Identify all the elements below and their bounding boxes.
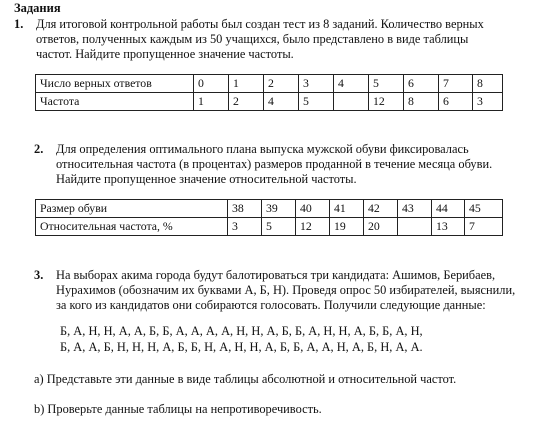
task-1-line: Для итоговой контрольной работы был создан тест из 8 заданий. Количество верных	[36, 17, 484, 31]
table-cell: 8	[404, 93, 439, 111]
table-row-label: Число верных ответов	[36, 75, 194, 93]
table-cell: 4	[264, 93, 299, 111]
task-1-number: 1.	[14, 17, 24, 31]
table-row-label: Относительная частота, %	[36, 218, 228, 236]
survey-data-line: Б, А, Н, Н, А, А, Б, Б, А, А, А, А, Н, Н, А, Б, Б, А, Н, Н, А, Б, Б, А, Н,	[60, 324, 423, 338]
table-cell: 2	[229, 93, 264, 111]
table-cell: 8	[473, 75, 503, 93]
task-2-line: Для определения оптимального плана выпуска мужской обуви фиксировалась	[56, 142, 469, 156]
table-row	[36, 218, 503, 236]
task-2-number: 2.	[34, 142, 44, 156]
task-3-part-b: b) Проверьте данные таблицы на непротиворечивость.	[34, 402, 322, 416]
table-cell: 38	[228, 200, 262, 218]
table-cell: 3	[299, 75, 334, 93]
table-row	[36, 200, 503, 218]
table-cell: 45	[465, 200, 503, 218]
task-1-line: ответов, полученных каждым из 50 учащихся, было представлено в виде таблицы	[36, 32, 469, 46]
table-cell: 6	[404, 75, 439, 93]
table-cell: 4	[334, 75, 369, 93]
table-cell: 13	[432, 218, 465, 236]
table-row-label: Частота	[36, 93, 194, 111]
table-cell: 12	[296, 218, 330, 236]
task-2	[34, 142, 534, 192]
task-3-line: Нурахимов (обозначим их буквами А, Б, Н). Проведя опрос 50 избирателей, выяснили,	[56, 283, 516, 297]
task-2-text	[56, 142, 492, 187]
task-3-part-a: а) Представьте эти данные в виде таблицы абсолютной и относительной частот.	[34, 372, 457, 386]
task-3	[34, 268, 534, 318]
table-cell: 0	[194, 75, 229, 93]
table-row-label: Размер обуви	[36, 200, 228, 218]
table-cell: 7	[465, 218, 503, 236]
task-2-relative-frequency-table	[35, 199, 503, 236]
table-cell: 1	[194, 93, 229, 111]
table-cell: 5	[262, 218, 296, 236]
task-1-line: частот. Найдите пропущенное значение частоты.	[36, 47, 294, 61]
task-3-line: На выборах акима города будут балотироваться три кандидата: Ашимов, Берибаев,	[56, 268, 496, 282]
table-cell: 6	[439, 93, 473, 111]
task-1	[14, 17, 534, 67]
task-3-line: за кого из кандидатов они собираются голосовать. Получили следующие данные:	[56, 298, 486, 312]
task-2-line: относительная частота (в процентах) размеров проданной в течение месяца обуви.	[56, 157, 493, 171]
table-cell: 20	[364, 218, 398, 236]
table-cell: 19	[330, 218, 364, 236]
survey-data-line: Б, А, А, Б, Н, Н, Н, А, Б, Б, Н, А, Н, Н, А, Б, Б, А, А, Н, А, Б, Н, А, А.	[60, 340, 423, 354]
table-cell: 43	[398, 200, 432, 218]
task-3-number: 3.	[34, 268, 44, 282]
assignments-heading: Задания	[14, 1, 61, 15]
table-cell: 39	[262, 200, 296, 218]
table-cell: 1	[229, 75, 264, 93]
table-cell-missing	[334, 93, 369, 111]
table-cell: 12	[369, 93, 404, 111]
table-cell-missing	[398, 218, 432, 236]
task-1-frequency-table	[35, 74, 503, 111]
task-3-text	[56, 268, 515, 313]
table-cell: 3	[228, 218, 262, 236]
task-2-line: Найдите пропущенное значение относительной частоты.	[56, 172, 357, 186]
table-cell: 2	[264, 75, 299, 93]
table-cell: 40	[296, 200, 330, 218]
table-cell: 5	[369, 75, 404, 93]
table-cell: 42	[364, 200, 398, 218]
table-cell: 41	[330, 200, 364, 218]
table-row	[36, 75, 503, 93]
task-1-text	[36, 17, 484, 62]
table-cell: 5	[299, 93, 334, 111]
table-cell: 44	[432, 200, 465, 218]
table-cell: 7	[439, 75, 473, 93]
table-row	[36, 93, 503, 111]
table-cell: 3	[473, 93, 503, 111]
